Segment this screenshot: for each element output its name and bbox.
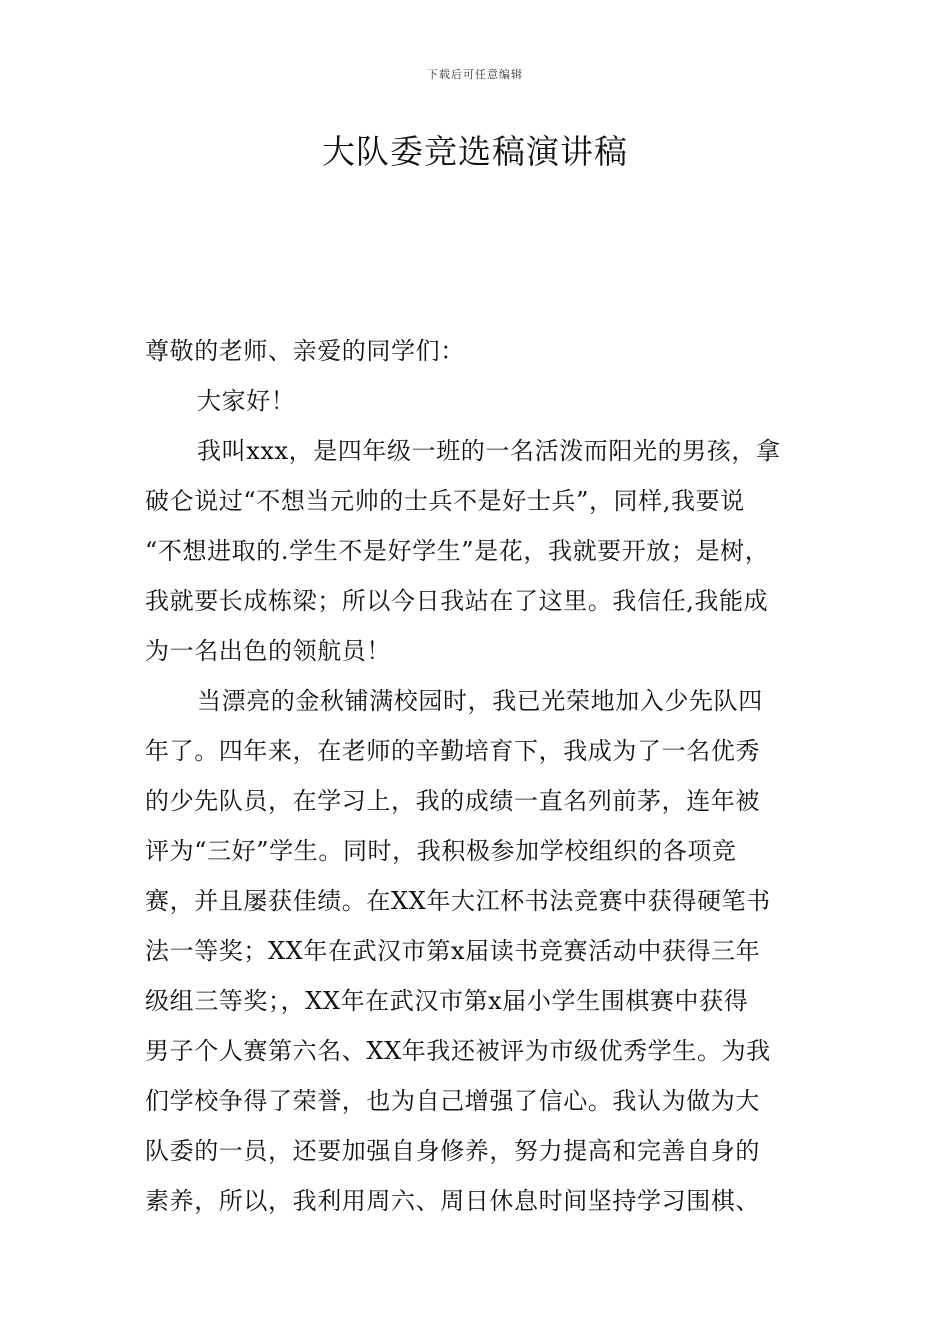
paragraph-line: 们学校争得了荣誉，也为自己增强了信心。我认为做为大 [145,1087,760,1115]
salutation-line: 尊敬的老师、亲爱的同学们： [145,337,465,365]
paragraph-line: 年了。四年来，在老师的辛勤培育下，我成为了一名优秀 [145,737,760,765]
paragraph-line: 我叫xxx，是四年级一班的一名活泼而阳光的男孩，拿 [197,437,781,465]
paragraph-line: 法一等奖；XX年在武汉市第x届读书竞赛活动中获得三年 [145,937,761,965]
paragraph-line: 赛，并且屡获佳绩。在XX年大江杯书法竞赛中获得硬笔书 [145,887,771,915]
paragraph-line: 男子个人赛第六名、XX年我还被评为市级优秀学生。为我 [145,1037,771,1065]
paragraph-line: “不想进取的.学生不是好学生”是花，我就要开放；是树， [145,537,770,565]
document-body [145,326,825,1226]
paragraph-line: 当漂亮的金秋铺满校园时，我已光荣地加入少先队四 [197,687,763,715]
paragraph-line: 级组三等奖；，XX年在武汉市第x届小学生围棋赛中获得 [145,987,749,1015]
paragraph-line: 的少先队员，在学习上，我的成绩一直名列前茅，连年被 [145,787,760,815]
paragraph-line: 队委的一员，还要加强自身修养，努力提高和完善自身的 [145,1137,760,1165]
greeting-line: 大家好！ [197,387,296,415]
document-title: 大队委竞选稿演讲稿 [322,132,628,171]
paragraph-line: 评为“三好”学生。同时，我积极参加学校组织的各项竞 [145,837,737,865]
paragraph-line: 为一名出色的领航员！ [145,637,391,665]
paragraph-line: 我就要长成栋梁；所以今日我站在了这里。我信任,我能成 [145,587,769,615]
header-note: 下载后可任意编辑 [427,68,523,81]
paragraph-line: 素养，所以，我利用周六、周日休息时间坚持学习围棋、 [145,1187,760,1215]
paragraph-line: 破仑说过“不想当元帅的士兵不是好士兵”，同样,我要说 [145,487,745,515]
